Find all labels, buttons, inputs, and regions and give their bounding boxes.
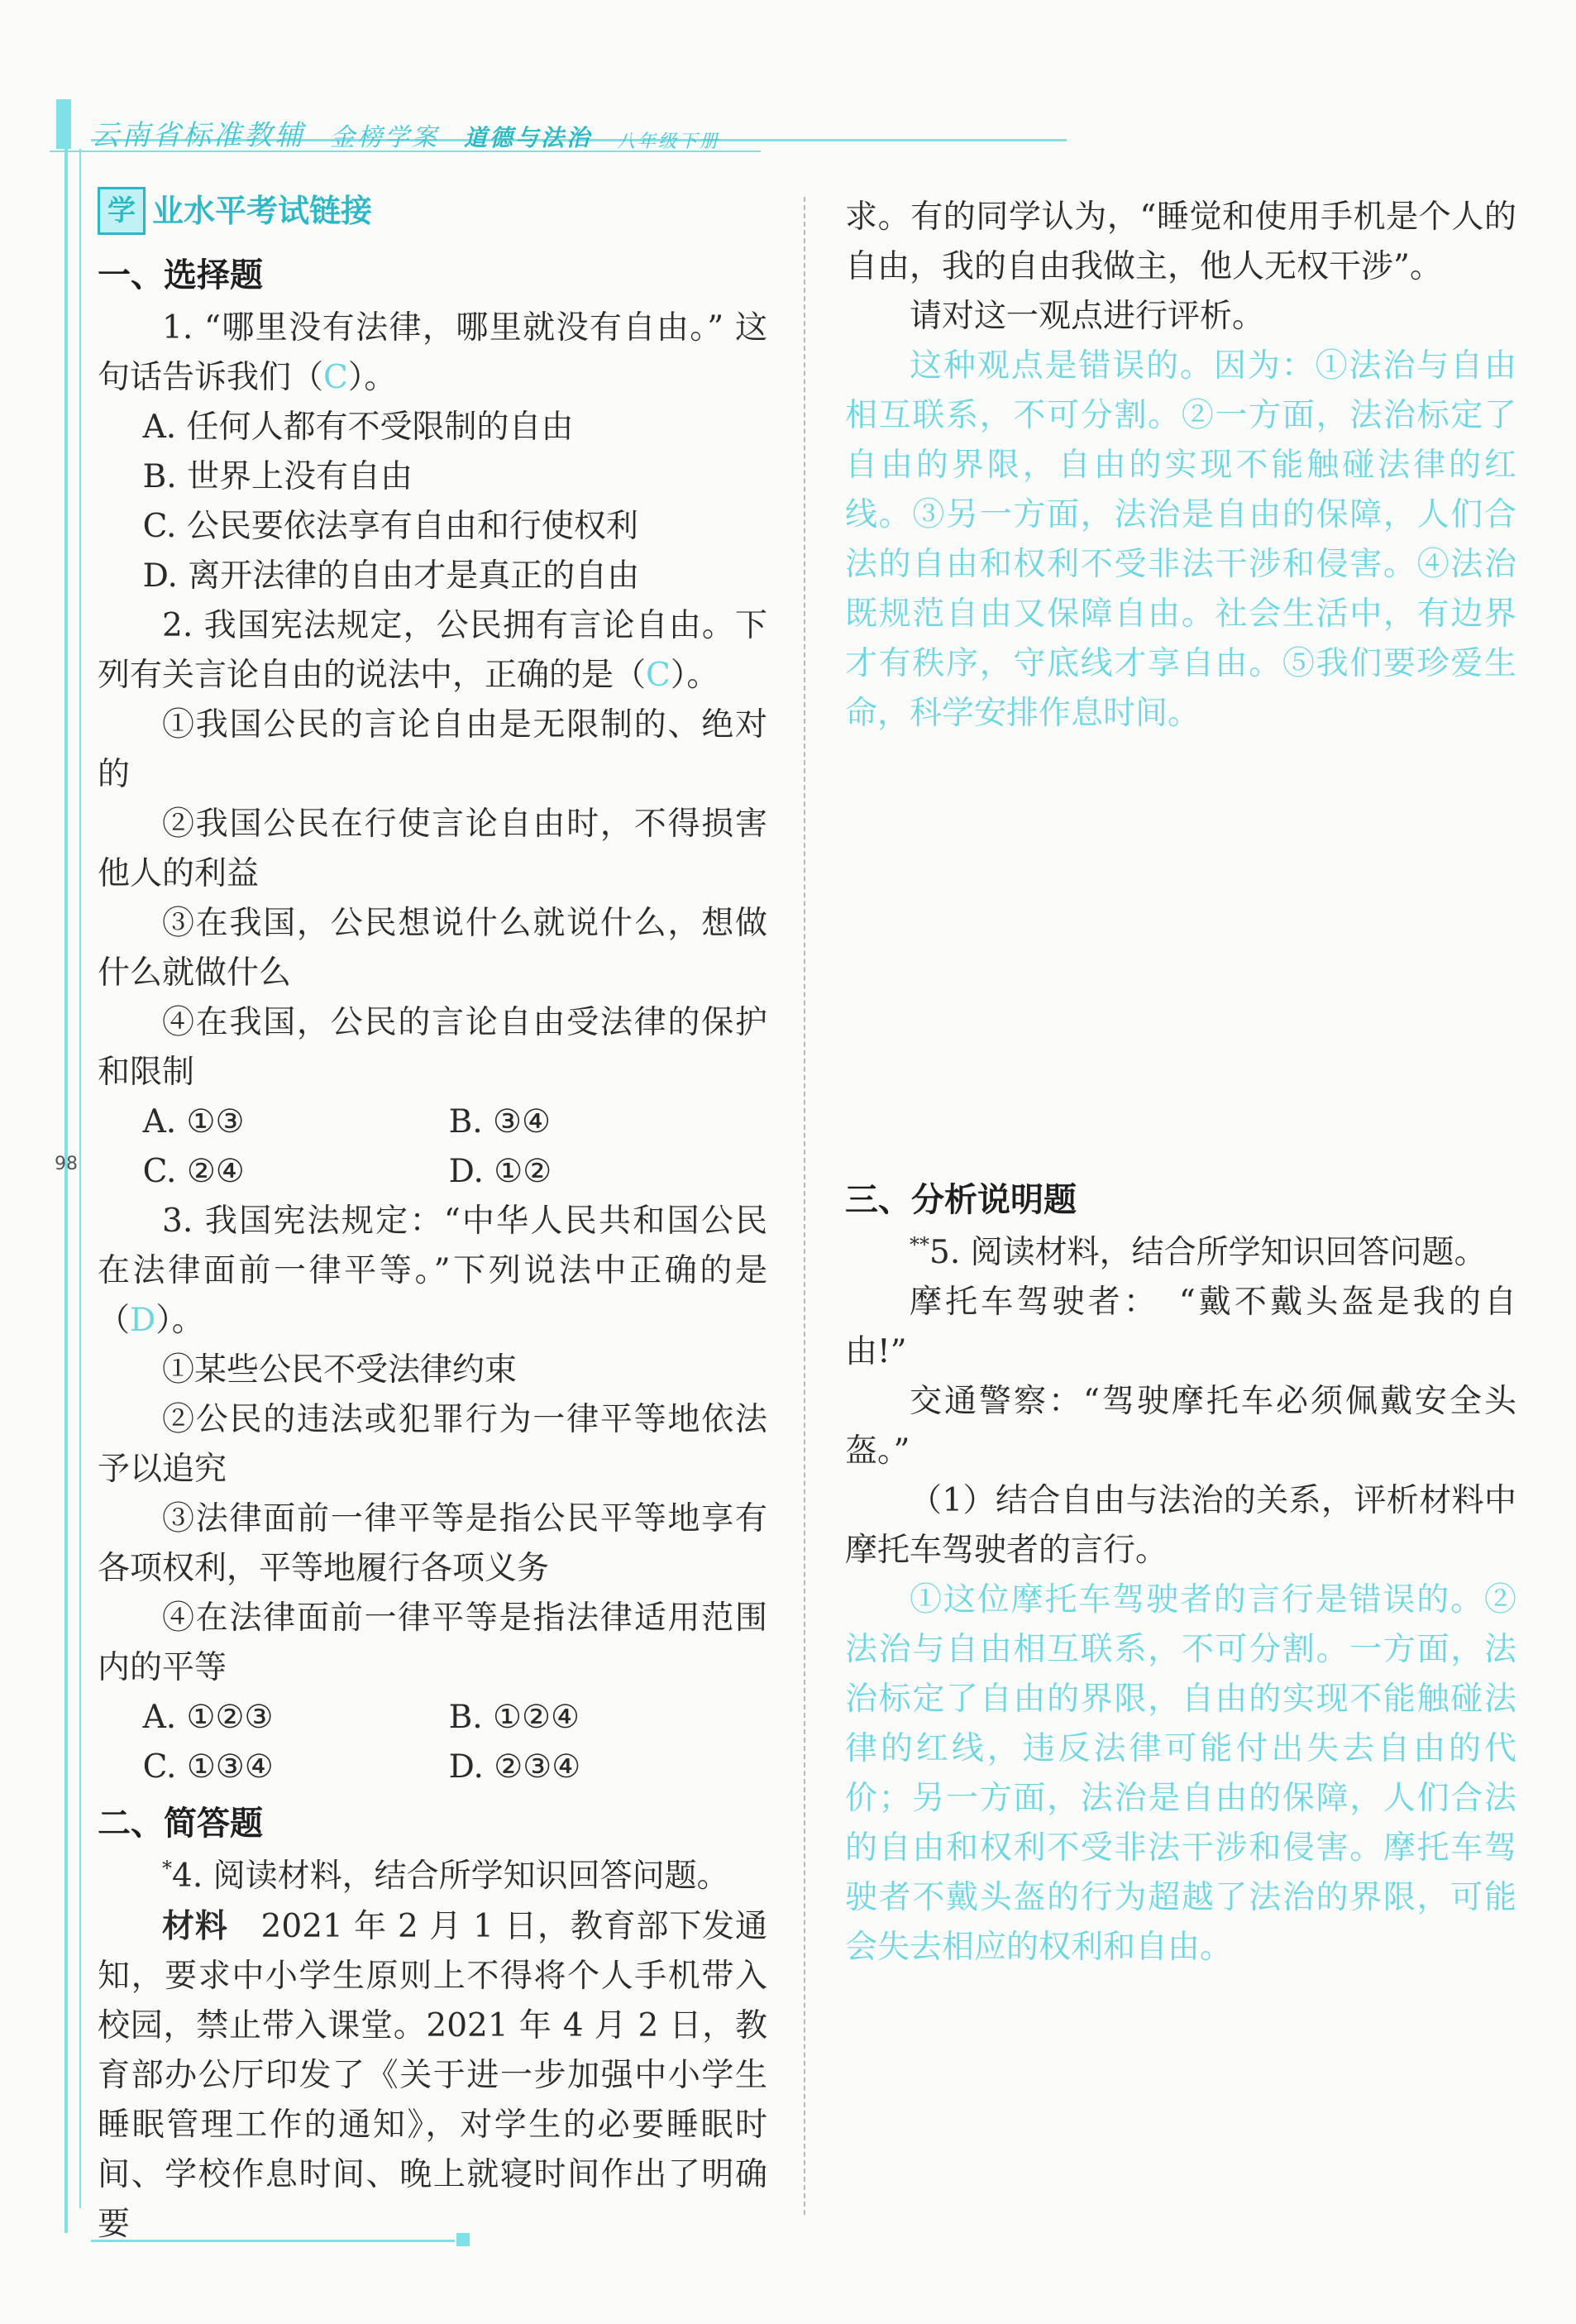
section-title-choice: 一、选择题: [98, 256, 263, 294]
q4-stem: *4. 阅读材料，结合所学知识回答问题。: [162, 1857, 729, 1895]
q5-stem: **5. 阅读材料，结合所学知识回答问题。: [910, 1233, 1487, 1271]
q5-rider-quote: 摩托车驾驶者： “戴不戴头盔是我的自由!”: [845, 1284, 1516, 1370]
answer-space: [845, 739, 1516, 1169]
q1-option-c: C. 公民要依法享有自由和行使权利: [142, 508, 638, 545]
q2-option-c: C. ②④: [142, 1153, 245, 1190]
q3-answer: D: [130, 1302, 156, 1339]
q1-answer: C: [323, 359, 348, 396]
section-banner: [98, 186, 767, 236]
column-divider: [804, 197, 805, 2215]
q3-statement-4: ④在法律面前一律平等是指法律适用范围内的平等: [98, 1600, 767, 1686]
q2-statement-1: ①我国公民的言论自由是无限制的、绝对的: [98, 706, 767, 793]
q5-difficulty-mark: **: [910, 1233, 929, 1256]
q4-difficulty-mark: *: [162, 1857, 172, 1880]
left-column: [98, 186, 767, 2250]
q2-options-row-2: [98, 1147, 767, 1197]
q2-option-d: D. ①②: [448, 1153, 552, 1190]
q4-answer-text: 这种观点是错误的。因为：①法治与自由相互联系，不可分割。②一方面，法治标定了自由的界限，自由的实现不能触碰法律的红线。③另一方面，法治是自由的保障，人们合法的自由和权利不受非法干涉和侵害。④法治既规范自由又保障自由。社会生活中，有边界才有秩序，守底线才享自由。⑤我们要珍爱生命，科学安排作息时间。: [845, 347, 1516, 732]
q5-subquestion-1: （1）结合自由与法治的关系，评析材料中摩托车驾驶者的言行。: [845, 1482, 1516, 1569]
q2-option-b: B. ③④: [448, 1103, 551, 1140]
right-column: [845, 193, 1516, 1973]
q3-statement-3: ③法律面前一律平等是指公民平等地享有各项权利，平等地履行各项义务: [98, 1500, 767, 1587]
q2-statement-3: ③在我国，公民想说什么就说什么，想做什么就做什么: [98, 905, 767, 992]
q4-task: 请对这一观点进行评析。: [910, 298, 1265, 335]
q3-option-a: A. ①②③: [142, 1699, 274, 1736]
q1-stem: 1. “哪里没有法律，哪里就没有自由。” 这句话告诉我们（C）。: [98, 309, 767, 396]
header-series: 云南省标准教辅: [91, 119, 305, 152]
q2-statement-4: ④在我国，公民的言论自由受法律的保护和限制: [98, 1004, 767, 1091]
q3-options-row-1: [98, 1693, 767, 1743]
q3-options-row-2: [98, 1743, 767, 1792]
q2-statement-2: ②我国公民在行使言论自由时，不得损害他人的利益: [98, 806, 767, 892]
frame-corner-block: [56, 99, 71, 149]
section-title-short: 二、简答题: [98, 1805, 263, 1843]
q3-option-c: C. ①③④: [142, 1748, 274, 1786]
q3-statement-2: ②公民的违法或犯罪行为一律平等地依法予以追究: [98, 1401, 767, 1488]
q4-material: 材料 2021 年 2 月 1 日，教育部下发通知，要求中小学生原则上不得将个人手机带入校园，禁止带入课堂。2021 年 4 月 2 日，教育部办公厅印发了《关于进一步加强中小学生睡眠管理工作的通知》，对学生的必要睡眠时间、学校作息时间、晚上就寝时间作出了明确要: [98, 1907, 767, 2243]
q3-stem: 3. 我国宪法规定：“中华人民共和国公民在法律面前一律平等。”下列说法中正确的是（D）。: [98, 1203, 767, 1339]
q4-material-continued: 求。有的同学认为，“睡觉和使用手机是个人的自由，我的自由我做主，他人无权干涉”。: [845, 198, 1516, 285]
banner-icon: 学: [98, 187, 146, 235]
q1-option-a: A. 任何人都有不受限制的自由: [142, 409, 574, 446]
header-subject: 道德与法治: [464, 124, 593, 151]
q5-police-quote: 交通警察：“驾驶摩托车必须佩戴安全头盔。”: [845, 1383, 1516, 1470]
page-number: 98: [55, 1154, 78, 1174]
q2-stem: 2. 我国宪法规定，公民拥有言论自由。下列有关言论自由的说法中，正确的是（C）。: [98, 607, 767, 694]
q5-answer-text: ①这位摩托车驾驶者的言行是错误的。②法治与自由相互联系，不可分割。一方面，法治标定了自由的界限，自由的实现不能触碰法律的红线，违反法律可能付出失去自由的代价；另一方面，法治是自由的保障，人们合法的自由和权利不受非法干涉和侵害。摩托车驾驶者不戴头盔的行为超越了法治的界限，可能会失去相应的权利和自由。: [845, 1581, 1516, 1966]
q4-material-label: 材料: [162, 1907, 228, 1945]
banner-title: 业水平考试链接: [152, 193, 373, 229]
section-title-analysis: 三、分析说明题: [845, 1181, 1077, 1219]
q1-option-b: B. 世界上没有自由: [142, 458, 413, 495]
running-header: [91, 95, 1063, 153]
q3-option-d: D. ②③④: [448, 1748, 581, 1786]
q3-option-b: B. ①②④: [448, 1699, 580, 1736]
q2-options-row-1: [98, 1097, 767, 1147]
q1-option-d: D. 离开法律的自由才是真正的自由: [142, 557, 640, 595]
header-grade: 八年级下册: [617, 132, 721, 152]
header-book: 金榜学案: [330, 123, 439, 152]
q2-option-a: A. ①③: [142, 1103, 245, 1140]
q3-statement-1: ①某些公民不受法律约束: [162, 1351, 518, 1389]
frame-left-thin-line: [79, 149, 81, 2208]
q2-answer: C: [646, 657, 671, 694]
